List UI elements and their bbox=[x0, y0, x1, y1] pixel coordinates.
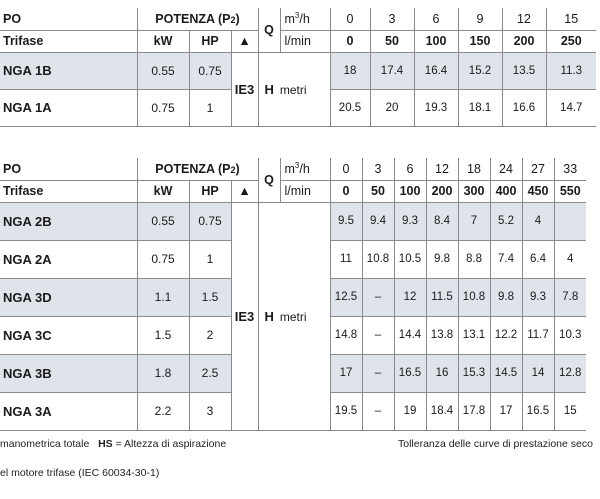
model-name: NGA 3C bbox=[0, 316, 137, 354]
head-value: – bbox=[362, 354, 394, 392]
head-value: 14.4 bbox=[394, 316, 426, 354]
trifase-header: Trifase bbox=[0, 30, 137, 52]
head-value: 11.3 bbox=[546, 52, 596, 89]
head-value: 16.5 bbox=[394, 354, 426, 392]
lmin-value: 550 bbox=[554, 180, 586, 202]
m3h-value: 24 bbox=[490, 158, 522, 180]
head-value: 15.2 bbox=[458, 52, 502, 89]
m3h-value: 0 bbox=[330, 8, 370, 30]
m3h-unit: $m^3/h$ bbox=[280, 158, 330, 180]
lmin-value: 150 bbox=[458, 30, 502, 52]
q-symbol: Q bbox=[258, 158, 280, 202]
head-value: 10.8 bbox=[458, 278, 490, 316]
model-name: NGA 1B bbox=[0, 52, 137, 89]
head-value: 7.4 bbox=[490, 240, 522, 278]
head-value: 4 bbox=[522, 202, 554, 240]
ie-class: IE3 bbox=[231, 52, 258, 126]
hp-value: 1 bbox=[189, 89, 231, 126]
lmin-value: 0 bbox=[330, 180, 362, 202]
lmin-value: 0 bbox=[330, 30, 370, 52]
kw-header: kW bbox=[137, 180, 189, 202]
hp-value: 0.75 bbox=[189, 202, 231, 240]
head-value: 12.5 bbox=[330, 278, 362, 316]
head-value: 18.1 bbox=[458, 89, 502, 126]
hp-value: 2.5 bbox=[189, 354, 231, 392]
kw-value: 2.2 bbox=[137, 392, 189, 430]
model-name: NGA 1A bbox=[0, 89, 137, 126]
head-value: 15 bbox=[554, 392, 586, 430]
m3h-value: 18 bbox=[458, 158, 490, 180]
head-value: 16 bbox=[426, 354, 458, 392]
ie-class-arrow-icon: ▲ bbox=[231, 30, 258, 52]
head-value: 12.2 bbox=[490, 316, 522, 354]
head-value: 10.5 bbox=[394, 240, 426, 278]
pump-table-1 bbox=[0, 8, 596, 127]
head-value: 17.4 bbox=[370, 52, 414, 89]
head-value: 9.4 bbox=[362, 202, 394, 240]
ie-class: IE3 bbox=[231, 202, 258, 430]
head-value: 19.3 bbox=[414, 89, 458, 126]
head-unit: H metri bbox=[258, 52, 330, 126]
kw-header: kW bbox=[137, 30, 189, 52]
head-value: 19 bbox=[394, 392, 426, 430]
head-value: 17.8 bbox=[458, 392, 490, 430]
model-name: NGA 2A bbox=[0, 240, 137, 278]
hp-header: HP bbox=[189, 180, 231, 202]
head-value: 11.7 bbox=[522, 316, 554, 354]
head-value: 5.2 bbox=[490, 202, 522, 240]
head-value: 14.7 bbox=[546, 89, 596, 126]
head-value: 16.6 bbox=[502, 89, 546, 126]
m3h-value: 6 bbox=[414, 8, 458, 30]
head-value: 10.8 bbox=[362, 240, 394, 278]
hp-value: 3 bbox=[189, 392, 231, 430]
hp-value: 1.5 bbox=[189, 278, 231, 316]
head-value: 7 bbox=[458, 202, 490, 240]
head-value: 18 bbox=[330, 52, 370, 89]
m3h-value: 33 bbox=[554, 158, 586, 180]
lmin-value: 300 bbox=[458, 180, 490, 202]
m3h-value: 0 bbox=[330, 158, 362, 180]
m3h-value: 27 bbox=[522, 158, 554, 180]
footnote-line-2: el motore trifase (IEC 60034-30-1) bbox=[0, 467, 160, 479]
kw-value: 0.55 bbox=[137, 52, 189, 89]
head-value: 12 bbox=[394, 278, 426, 316]
footnote-line-1 bbox=[0, 438, 226, 450]
lmin-value: 100 bbox=[394, 180, 426, 202]
head-value: 16.5 bbox=[522, 392, 554, 430]
tipo-header: PO bbox=[0, 8, 137, 30]
m3h-value: 9 bbox=[458, 8, 502, 30]
lmin-value: 50 bbox=[370, 30, 414, 52]
model-name: NGA 3D bbox=[0, 278, 137, 316]
footnote-tolerance: Tolleranza delle curve di prestazione seco bbox=[398, 438, 593, 450]
head-value: 20.5 bbox=[330, 89, 370, 126]
hp-value: 1 bbox=[189, 240, 231, 278]
lmin-unit: l/min bbox=[280, 180, 330, 202]
head-value: 17 bbox=[490, 392, 522, 430]
model-name: NGA 3A bbox=[0, 392, 137, 430]
head-value: 4 bbox=[554, 240, 586, 278]
footnote-hs: HS bbox=[98, 438, 113, 450]
head-value: – bbox=[362, 392, 394, 430]
head-value: 16.4 bbox=[414, 52, 458, 89]
kw-value: 1.1 bbox=[137, 278, 189, 316]
lmin-value: 200 bbox=[502, 30, 546, 52]
head-value bbox=[554, 202, 586, 240]
head-value: 13.8 bbox=[426, 316, 458, 354]
head-value: 20 bbox=[370, 89, 414, 126]
head-value: 9.8 bbox=[490, 278, 522, 316]
m3h-value: 6 bbox=[394, 158, 426, 180]
potenza-header: POTENZA (P2) bbox=[137, 158, 258, 180]
model-name: NGA 2B bbox=[0, 202, 137, 240]
trifase-header: Trifase bbox=[0, 180, 137, 202]
head-value: 12.8 bbox=[554, 354, 586, 392]
head-value: 6.4 bbox=[522, 240, 554, 278]
lmin-value: 100 bbox=[414, 30, 458, 52]
lmin-unit: l/min bbox=[280, 30, 330, 52]
m3h-unit: $m^3/h$ bbox=[280, 8, 330, 30]
ie-class-arrow-icon: ▲ bbox=[231, 180, 258, 202]
head-value: 9.5 bbox=[330, 202, 362, 240]
head-value: 8.4 bbox=[426, 202, 458, 240]
hp-value: 0.75 bbox=[189, 52, 231, 89]
m3h-value: 15 bbox=[546, 8, 596, 30]
head-value: 13.5 bbox=[502, 52, 546, 89]
m3h-value: 12 bbox=[502, 8, 546, 30]
head-value: 14 bbox=[522, 354, 554, 392]
lmin-value: 50 bbox=[362, 180, 394, 202]
head-value: – bbox=[362, 278, 394, 316]
tipo-header: PO bbox=[0, 158, 137, 180]
head-value: 14.8 bbox=[330, 316, 362, 354]
potenza-header: POTENZA (P2) bbox=[137, 8, 258, 30]
head-value: 14.5 bbox=[490, 354, 522, 392]
head-value: 9.3 bbox=[522, 278, 554, 316]
footnote-text: = Altezza di aspirazione bbox=[115, 438, 227, 450]
kw-value: 1.8 bbox=[137, 354, 189, 392]
q-symbol: Q bbox=[258, 8, 280, 52]
lmin-value: 450 bbox=[522, 180, 554, 202]
head-value: 17 bbox=[330, 354, 362, 392]
head-value: 9.3 bbox=[394, 202, 426, 240]
head-value: 18.4 bbox=[426, 392, 458, 430]
lmin-value: 250 bbox=[546, 30, 596, 52]
hp-header: HP bbox=[189, 30, 231, 52]
head-value: 15.3 bbox=[458, 354, 490, 392]
pump-table-2 bbox=[0, 158, 586, 431]
head-value: 7.8 bbox=[554, 278, 586, 316]
m3h-value: 3 bbox=[362, 158, 394, 180]
head-value: 10.3 bbox=[554, 316, 586, 354]
kw-value: 1.5 bbox=[137, 316, 189, 354]
hp-value: 2 bbox=[189, 316, 231, 354]
head-value: 19.5 bbox=[330, 392, 362, 430]
kw-value: 0.75 bbox=[137, 240, 189, 278]
model-name: NGA 3B bbox=[0, 354, 137, 392]
m3h-value: 12 bbox=[426, 158, 458, 180]
head-value: 11 bbox=[330, 240, 362, 278]
head-value: 11.5 bbox=[426, 278, 458, 316]
m3h-value: 3 bbox=[370, 8, 414, 30]
lmin-value: 200 bbox=[426, 180, 458, 202]
head-unit: H metri bbox=[258, 202, 330, 430]
head-value: 9.8 bbox=[426, 240, 458, 278]
head-value: 8.8 bbox=[458, 240, 490, 278]
lmin-value: 400 bbox=[490, 180, 522, 202]
footnote-text: manometrica totale bbox=[0, 438, 90, 450]
head-value: – bbox=[362, 316, 394, 354]
head-value: 13.1 bbox=[458, 316, 490, 354]
kw-value: 0.55 bbox=[137, 202, 189, 240]
kw-value: 0.75 bbox=[137, 89, 189, 126]
